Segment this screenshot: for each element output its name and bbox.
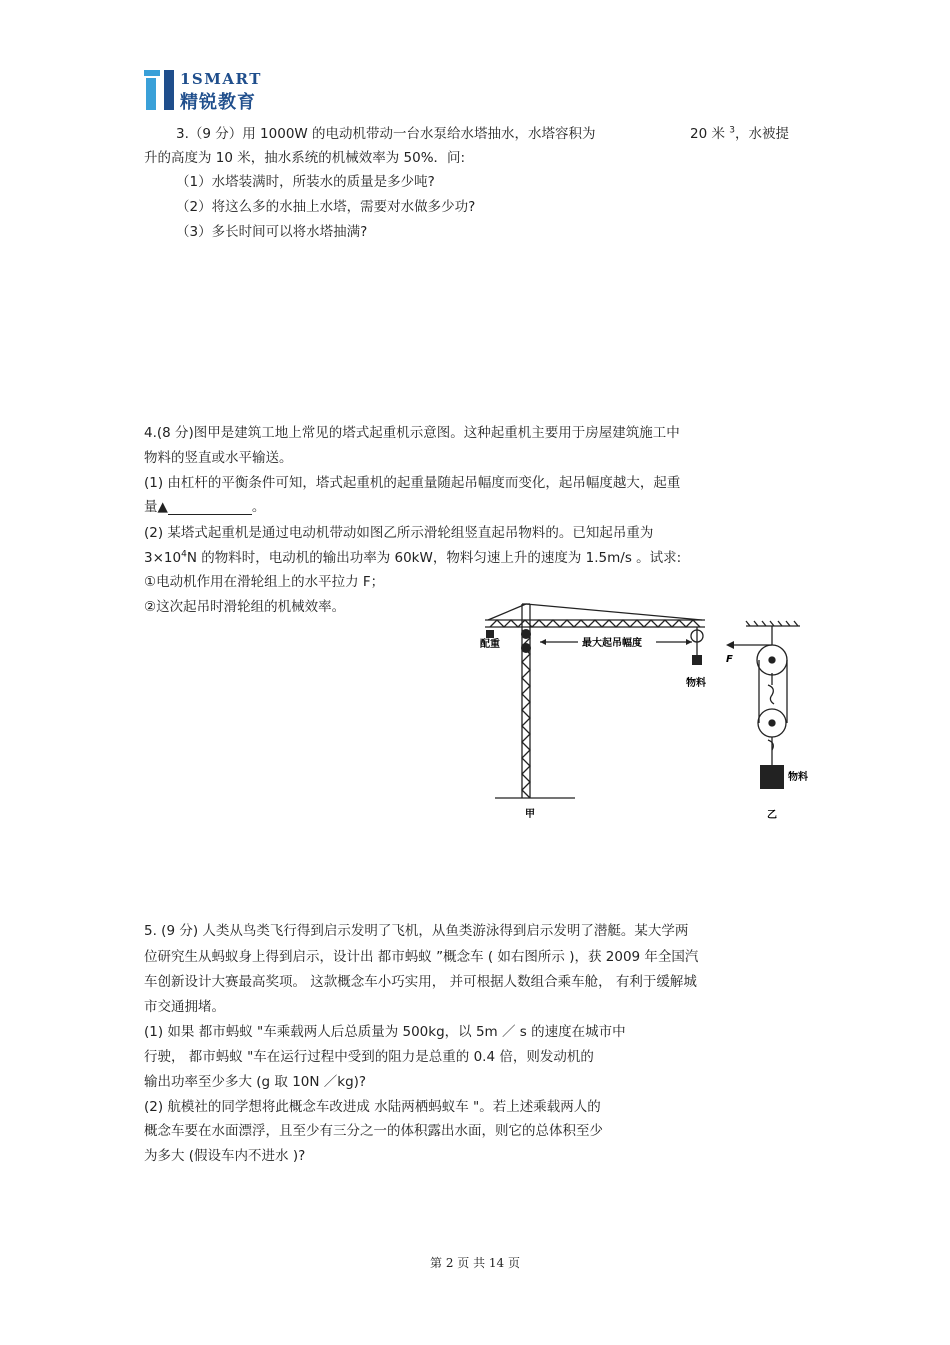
q5-line-5: (1) 如果 都市蚂蚁 "车乘载两人后总质量为 500kg，以 5m ／ s 的速度在城市中 [144,1024,626,1040]
logo-mark-icon [144,70,178,110]
q3-line-1: 3.（9 分）用 1000W 的电动机带动一台水泵给水塔抽水，水塔容积为 [176,126,596,142]
label-force: F [726,654,733,665]
q4-line-1: 4.(8 分)图甲是建筑工地上常见的塔式起重机示意图。这种起重机主要用于房屋建筑施工中 [144,425,680,441]
q3-sub-1: （1）水塔装满时，所装水的质量是多少吨? [176,174,435,190]
brand-logo [144,70,294,112]
q5-line-3: 车创新设计大赛最高奖项。 这款概念车小巧实用， 并可根据人数组合乘车舱， 有利于缓解城 [144,974,697,990]
q3-line-2: 升的高度为 10 米，抽水系统的机械效率为 50%．问: [144,150,466,166]
label-counterweight: 配重 [480,639,500,650]
q5-line-8: (2) 航模社的同学想将此概念车改进成 水陆两栖蚂蚁车 "。若上述乘载两人的 [144,1099,601,1115]
page-footer: 第 2 页 共 14 页 [430,1256,520,1270]
q5-line-10: 为多大 (假设车内不进水 )? [144,1148,306,1164]
q5-line-9: 概念车要在水面漂浮，且至少有三分之一的体积露出水面，则它的总体积至少 [144,1123,603,1139]
crane-diagram [470,600,830,820]
q5-line-7: 输出功率至少多大 (g 取 10N ／kg)? [144,1074,367,1090]
label-max-radius: 最大起吊幅度 [582,638,642,649]
q4-line-2: 物料的竖直或水平输送。 [144,450,293,466]
q4-line-8: ②这次起吊时滑轮组的机械效率。 [144,599,346,615]
q3-sub-3: （3）多长时间可以将水塔抽满? [176,224,368,240]
q5-line-1: 5. (9 分) 人类从鸟类飞行得到启示发明了飞机，从鱼类游泳得到启示发明了潜艇。某大学两 [144,923,689,939]
label-material: 物料 [686,678,706,689]
logo-text-en: 1SMART [180,70,262,88]
q4-line-7: ①电动机作用在滑轮组上的水平拉力 F； [144,574,385,590]
material-block [692,655,702,665]
q4-line-4: 量▲ 。 [144,499,266,515]
q5-line-2: 位研究生从蚂蚁身上得到启示，设计出 都市蚂蚁 ”概念车 ( 如右图所示 )，获 2009 年全国汽 [144,949,699,965]
counterweight-block [486,630,494,638]
logo-text-cn: 精锐教育 [180,92,256,113]
label-jia: 甲 [525,809,535,820]
material-block-b [760,765,784,789]
q4-line-5: (2) 某塔式起重机是通过电动机带动如图乙所示滑轮组竖直起吊物料的。已知起吊重为 [144,525,654,541]
q5-line-4: 市交通拥堵。 [144,999,225,1015]
answer-blank [168,500,252,515]
q4-line-6: $3\times 10^4N$ 的物料时，电动机的输出功率为 60kW，物料匀速上升的速度为 1.5m/s 。试求: [144,549,682,566]
q4-line-3: (1) 由杠杆的平衡条件可知，塔式起重机的起重量随起吊幅度而变化，起吊幅度越大，起重 [144,475,681,491]
q3-sub-2: （2）将这么多的水抽上水塔，需要对水做多少功? [176,199,476,215]
q3-line-1-value: 20 米 $^3$，水被提 [690,125,790,142]
q5-line-6: 行驶， 都市蚂蚁 "车在运行过程中受到的阻力是总重的 0.4 倍，则发动机的 [144,1049,594,1065]
label-yi: 乙 [767,810,777,820]
label-material-b: 物料 [788,772,808,783]
